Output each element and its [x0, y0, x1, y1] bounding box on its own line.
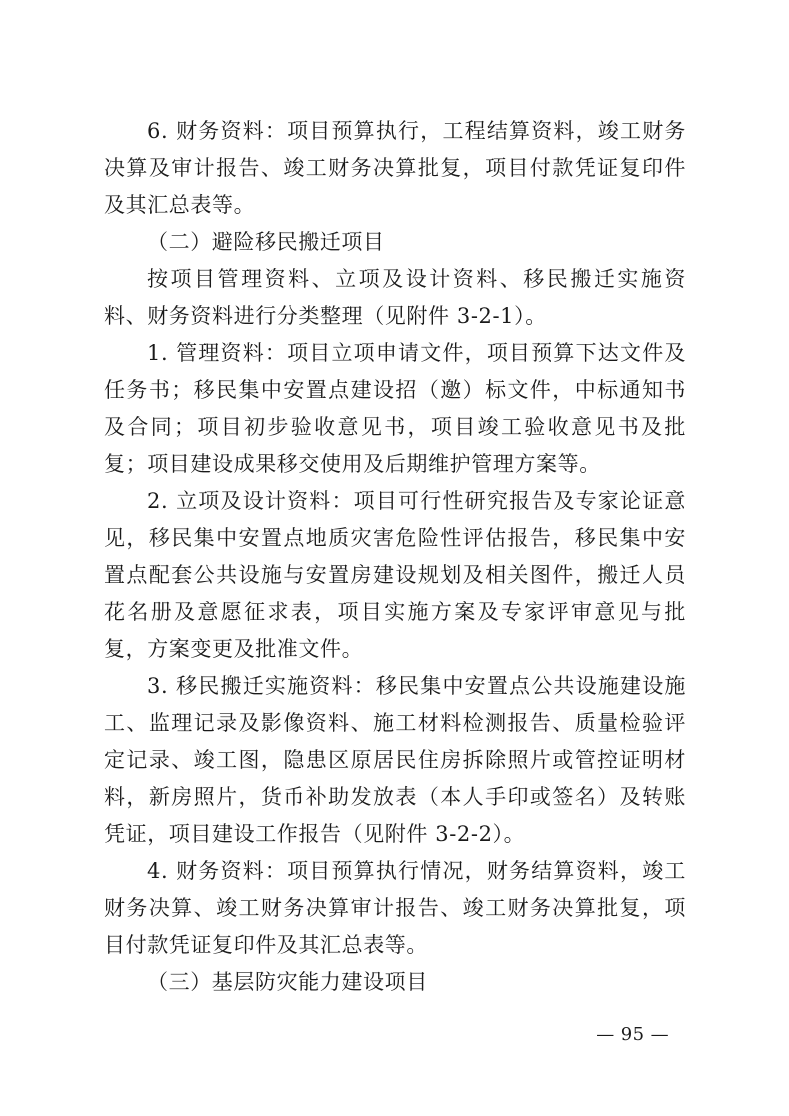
- section-heading-disaster-prevention: （三）基层防灾能力建设项目: [147, 970, 428, 994]
- section-heading-relocation-project: （二）避险移民搬迁项目: [147, 230, 385, 254]
- paragraph-financial-materials: 6. 财务资料：项目预算执行，工程结算资料，竣工财务决算及审计报告、竣工财务决算批复，项目付款凭证复印件及其汇总表等。: [104, 119, 686, 217]
- paragraph-financial-materials-relocation: 4. 财务资料：项目预算执行情况，财务结算资料，竣工财务决算、竣工财务决算审计报告、竣工财务决算批复，项目付款凭证复印件及其汇总表等。: [104, 859, 686, 957]
- page-number: — 95 —: [596, 1024, 669, 1045]
- paragraph-relocation-implementation-materials: 3. 移民搬迁实施资料：移民集中安置点公共设施建设施工、监理记录及影像资料、施工材料检测报告、质量检验评定记录、竣工图，隐患区原居民住房拆除照片或管控证明材料，新房照片，货币补助发放表（本人手印或签名）及转账凭证，项目建设工作报告（见附件 3-2-2）。: [104, 674, 686, 846]
- paragraph-management-materials: 1. 管理资料：项目立项申请文件，项目预算下达文件及任务书；移民集中安置点建设招（邀）标文件，中标通知书及合同；项目初步验收意见书，项目竣工验收意见书及批复；项目建设成果移交使用及后期维护管理方案等。: [104, 341, 686, 476]
- paragraph-classification-intro: 按项目管理资料、立项及设计资料、移民搬迁实施资料、财务资料进行分类整理（见附件 3-2-1）。: [104, 267, 686, 328]
- paragraph-approval-design-materials: 2. 立项及设计资料：项目可行性研究报告及专家论证意见，移民集中安置点地质灾害危险性评估报告，移民集中安置点配套公共设施与安置房建设规划及相关图件，搬迁人员花名册及意愿征求表，项目实施方案及专家评审意见与批复，方案变更及批准文件。: [104, 489, 686, 661]
- document-body: [104, 113, 686, 1001]
